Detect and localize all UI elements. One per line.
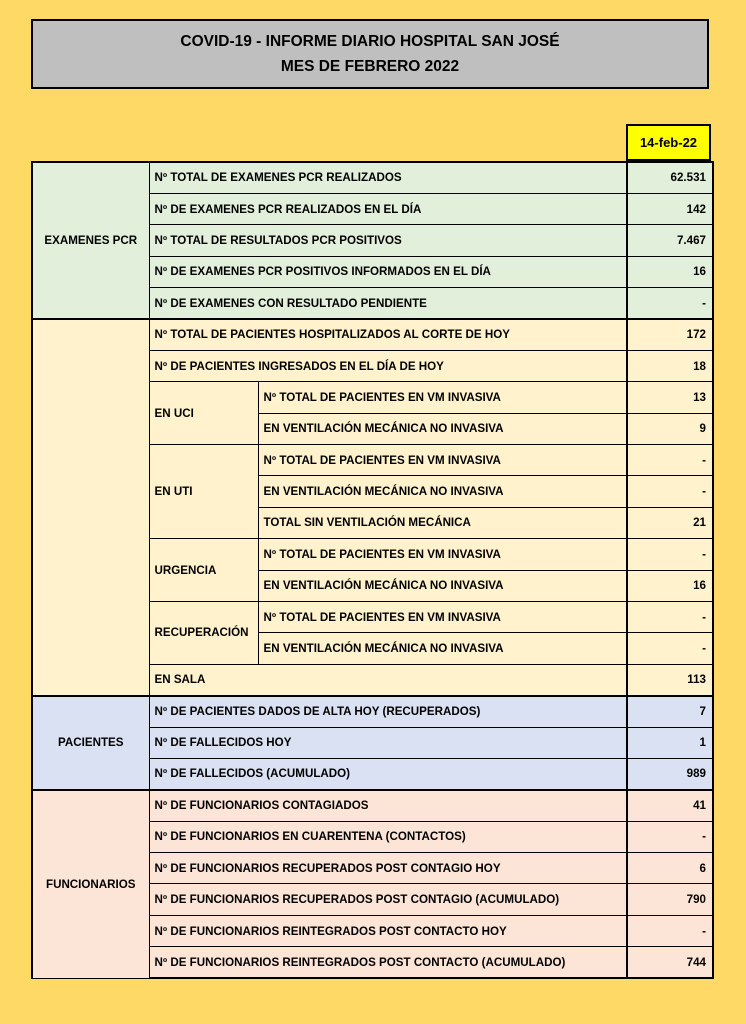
row-label: Nº TOTAL DE PACIENTES EN VM INVASIVA	[258, 601, 627, 632]
row-label: Nº DE FUNCIONARIOS REINTEGRADOS POST CONTACTO (ACUMULADO)	[149, 947, 627, 978]
report-title	[31, 19, 709, 89]
row-label: EN VENTILACIÓN MECÁNICA NO INVASIVA	[258, 476, 627, 507]
row-label: EN VENTILACIÓN MECÁNICA NO INVASIVA	[258, 570, 627, 601]
table-row	[32, 162, 713, 193]
row-label: Nº DE EXAMENES PCR REALIZADOS EN EL DÍA	[149, 193, 627, 224]
table-row	[32, 790, 713, 821]
row-value: 1	[627, 727, 713, 758]
report-title-line2: MES DE FEBRERO 2022	[280, 58, 460, 75]
row-value: 62.531	[627, 162, 713, 193]
row-value: 16	[627, 570, 713, 601]
row-value: -	[627, 476, 713, 507]
category-pacientes: PACIENTES	[32, 696, 149, 790]
table-row	[32, 696, 713, 727]
row-value: 16	[627, 256, 713, 287]
row-value: 989	[627, 758, 713, 789]
row-label: Nº DE FUNCIONARIOS RECUPERADOS POST CONTAGIO HOY	[149, 853, 627, 884]
row-label: Nº DE FUNCIONARIOS CONTAGIADOS	[149, 790, 627, 821]
subgroup-recuperacion: RECUPERACIÓN	[149, 601, 258, 664]
row-label: Nº TOTAL DE PACIENTES HOSPITALIZADOS AL CORTE DE HOY	[149, 319, 627, 350]
row-value: 9	[627, 413, 713, 444]
row-value: -	[627, 633, 713, 664]
category-examenes-pcr: EXAMENES PCR	[32, 162, 149, 319]
row-value: -	[627, 601, 713, 632]
row-value: -	[627, 288, 713, 319]
row-label: Nº DE FALLECIDOS (ACUMULADO)	[149, 758, 627, 789]
row-label: Nº TOTAL DE EXAMENES PCR REALIZADOS	[149, 162, 627, 193]
subgroup-urgencia: URGENCIA	[149, 539, 258, 602]
row-label: Nº DE PACIENTES INGRESADOS EN EL DÍA DE HOY	[149, 350, 627, 381]
report-date: 14-feb-22	[626, 124, 711, 161]
category-funcionarios: FUNCIONARIOS	[32, 790, 149, 978]
row-label: EN SALA	[149, 664, 627, 695]
row-value: 7	[627, 696, 713, 727]
row-value: -	[627, 915, 713, 946]
row-label: EN VENTILACIÓN MECÁNICA NO INVASIVA	[258, 413, 627, 444]
row-value: 744	[627, 947, 713, 978]
report-table	[31, 161, 714, 979]
row-value: 7.467	[627, 225, 713, 256]
row-value: 21	[627, 507, 713, 538]
row-label: Nº DE FALLECIDOS HOY	[149, 727, 627, 758]
row-label: Nº DE EXAMENES PCR POSITIVOS INFORMADOS EN EL DÍA	[149, 256, 627, 287]
row-value: 113	[627, 664, 713, 695]
row-value: -	[627, 445, 713, 476]
row-label: Nº TOTAL DE PACIENTES EN VM INVASIVA	[258, 539, 627, 570]
row-value: 13	[627, 382, 713, 413]
row-value: 142	[627, 193, 713, 224]
row-value: 172	[627, 319, 713, 350]
subgroup-uci: EN UCI	[149, 382, 258, 445]
row-label: Nº TOTAL DE PACIENTES EN VM INVASIVA	[258, 382, 627, 413]
row-value: -	[627, 821, 713, 852]
row-value: 790	[627, 884, 713, 915]
table-row	[32, 319, 713, 350]
row-label: Nº DE EXAMENES CON RESULTADO PENDIENTE	[149, 288, 627, 319]
subgroup-uti: EN UTI	[149, 445, 258, 539]
row-label: Nº DE FUNCIONARIOS EN CUARENTENA (CONTACTOS)	[149, 821, 627, 852]
category-hospitalizados	[32, 319, 149, 696]
row-value: 41	[627, 790, 713, 821]
row-label: EN VENTILACIÓN MECÁNICA NO INVASIVA	[258, 633, 627, 664]
row-value: 18	[627, 350, 713, 381]
row-label: Nº TOTAL DE RESULTADOS PCR POSITIVOS	[149, 225, 627, 256]
row-value: -	[627, 539, 713, 570]
row-label: Nº DE FUNCIONARIOS RECUPERADOS POST CONTAGIO (ACUMULADO)	[149, 884, 627, 915]
row-value: 6	[627, 853, 713, 884]
row-label: TOTAL SIN VENTILACIÓN MECÁNICA	[258, 507, 627, 538]
report-title-line1: COVID-19 - INFORME DIARIO HOSPITAL SAN JOSÉ	[180, 33, 560, 50]
row-label: Nº DE FUNCIONARIOS REINTEGRADOS POST CONTACTO HOY	[149, 915, 627, 946]
row-label: Nº DE PACIENTES DADOS DE ALTA HOY (RECUPERADOS)	[149, 696, 627, 727]
row-label: Nº TOTAL DE PACIENTES EN VM INVASIVA	[258, 445, 627, 476]
